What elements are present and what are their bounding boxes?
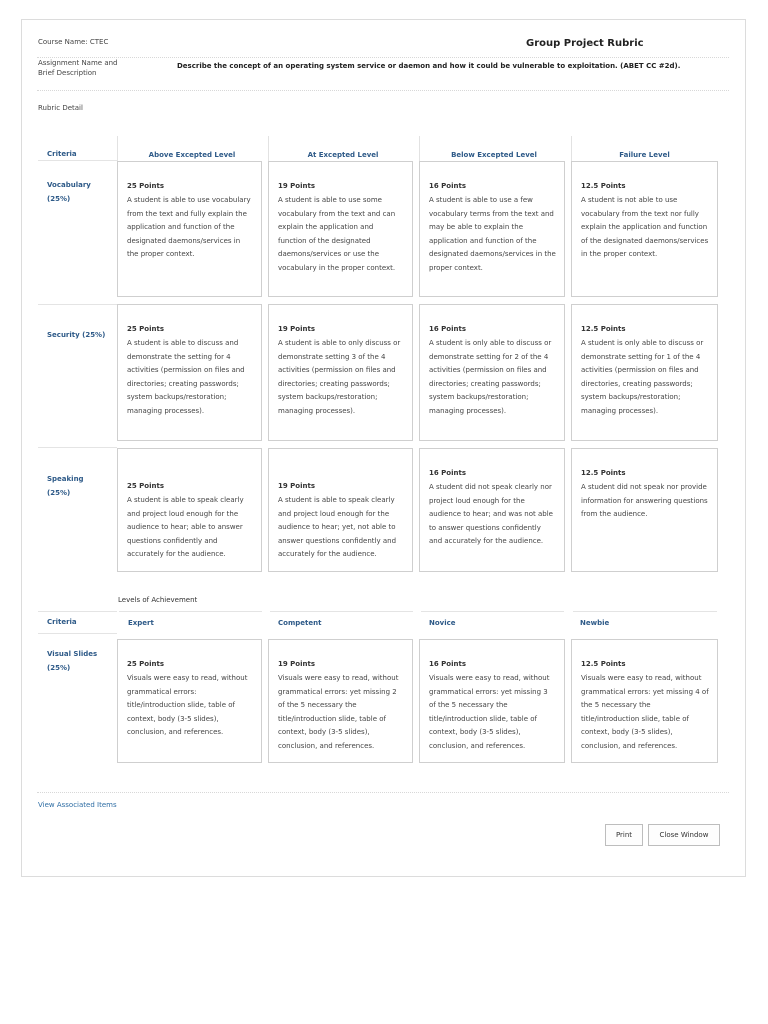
rubric-title: Group Project Rubric [526,38,644,49]
rubric-detail-label: Rubric Detail [38,104,83,112]
criterion-speaking: Speaking (25%) [47,475,84,497]
cell-points: 16 Points [429,660,467,668]
view-associated-items-link[interactable]: View Associated Items [38,801,117,809]
level-expert: Expert [128,619,154,627]
rubric-cell [268,161,413,297]
row-divider [38,633,117,634]
row-divider [38,160,117,161]
rubric-cell [117,304,262,441]
divider [37,57,729,58]
course-name: Course Name: CTEC [38,38,109,46]
cell-description: Visuals were easy to read, without grammatical errors: yet missing 2 of the 5 necessary the title/introduction slide, table of context, body (3-5 slides), conclusion, and references. [278,674,399,750]
cell-description: Visuals were easy to read, without grammatical errors: title/introduction slide, table of context, body (3-5 slides), conclusion, and references. [127,674,248,737]
column-header-at: At Excepted Level [307,151,379,159]
cell-description: A student did not speak clearly nor project loud enough for the audience to hear; and was not able to answer questions confidently and accurately for the audience. [429,483,553,546]
cell-points: 25 Points [127,182,165,190]
cell-points: 16 Points [429,182,467,190]
cell-points: 16 Points [429,325,467,333]
criterion-vocabulary: Vocabulary (25%) [47,181,91,203]
assignment-label: Assignment Name and Brief Description [38,59,118,77]
cell-description: Visuals were easy to read, without grammatical errors: yet missing 4 of the 5 necessary the title/introduction slide, table of context, body (3-5 slides), conclusion, and references. [581,674,709,750]
cell-points: 12.5 Points [581,325,626,333]
print-button[interactable]: Print [605,824,643,846]
cell-points: 19 Points [278,482,316,490]
rubric-cell [117,639,262,763]
cell-description: A student is not able to use vocabulary from the text nor fully explain the application and function of the designated daemons/services in the proper context. [581,196,709,259]
row-divider [573,611,717,612]
cell-description: A student is able to use vocabulary from the text and fully explain the application and function of the designated daemons/services in the proper context. [127,196,251,259]
column-header-failure: Failure Level [619,151,670,159]
rubric-cell [419,161,565,297]
rubric-cell [571,161,718,297]
rubric-cell [419,448,565,572]
cell-points: 12.5 Points [581,182,626,190]
cell-points: 16 Points [429,469,467,477]
row-divider [38,611,117,612]
rubric-cell [268,304,413,441]
cell-description: A student is able to speak clearly and project loud enough for the audience to hear; yet, not able to answer questions confidently and accurately for the audience. [278,496,397,559]
row-divider [38,447,117,448]
cell-description: A student did not speak nor provide information for answering questions from the audience. [581,483,708,519]
close-window-button[interactable]: Close Window [648,824,720,846]
rubric-cell [117,161,262,297]
level-novice: Novice [429,619,456,627]
rubric-cell [419,639,565,763]
criteria-header: Criteria [47,150,77,158]
cell-points: 12.5 Points [581,660,626,668]
cell-description: A student is only able to discuss or demonstrate setting for 1 of the 4 activities (permission on files and directories, creating passwords; system backups/restoration; managing processes). [581,339,704,415]
cell-points: 19 Points [278,660,316,668]
assignment-description: Describe the concept of an operating system service or daemon and how it could be vulnerable to exploitation. (ABET CC #2d). [177,62,681,70]
cell-description: A student is able to use some vocabulary from the text and can explain the application and function of the designated daemons/services or use the vocabulary in the proper context. [278,196,396,272]
level-competent: Competent [278,619,322,627]
level-newbie: Newbie [580,619,610,627]
criteria-header: Criteria [47,618,77,626]
column-header-below: Below Excepted Level [451,151,537,159]
column-header-above: Above Excepted Level [148,151,236,159]
row-divider [270,611,413,612]
row-divider [119,611,262,612]
divider [37,792,729,793]
cell-description: Visuals were easy to read, without grammatical errors: yet missing 3 of the 5 necessary the title/introduction slide, table of context, body (3-5 slides), conclusion, and references. [429,674,550,750]
cell-points: 25 Points [127,325,165,333]
row-divider [421,611,564,612]
divider [37,90,729,91]
rubric-cell [419,304,565,441]
cell-points: 12.5 Points [581,469,626,477]
cell-description: A student is able to discuss and demonstrate the setting for 4 activities (permission on files and directories; creating passwords; system backups/restoration; managing processes). [127,339,245,415]
cell-points: 25 Points [127,482,165,490]
cell-description: A student is only able to discuss or demonstrate setting for 2 of the 4 activities (permission on files and directories; creating passwords; system backups/restoration; managing processes). [429,339,552,415]
criterion-visual-slides: Visual Slides (25%) [47,650,98,672]
rubric-cell [571,448,718,572]
cell-points: 19 Points [278,182,316,190]
rubric-cell [571,639,718,763]
cell-description: A student is able to use a few vocabulary terms from the text and may be able to explain the application and function of the designated daemons/services in the proper context. [429,196,556,272]
rubric-cell [117,448,262,572]
cell-points: 19 Points [278,325,316,333]
row-divider [38,304,117,305]
criterion-security: Security (25%) [47,331,106,339]
levels-of-achievement-label: Levels of Achievement [118,596,198,604]
cell-description: A student is able to speak clearly and project loud enough for the audience to hear; able to answer questions confidently and accurately for the audience. [127,496,244,559]
cell-points: 25 Points [127,660,165,668]
rubric-cell [571,304,718,441]
rubric-cell [268,448,413,572]
cell-description: A student is able to only discuss or demonstrate setting 3 of the 4 activities (permission on files and directories; creating passwords; system backups/restoration; managing processes). [278,339,401,415]
rubric-cell [268,639,413,763]
